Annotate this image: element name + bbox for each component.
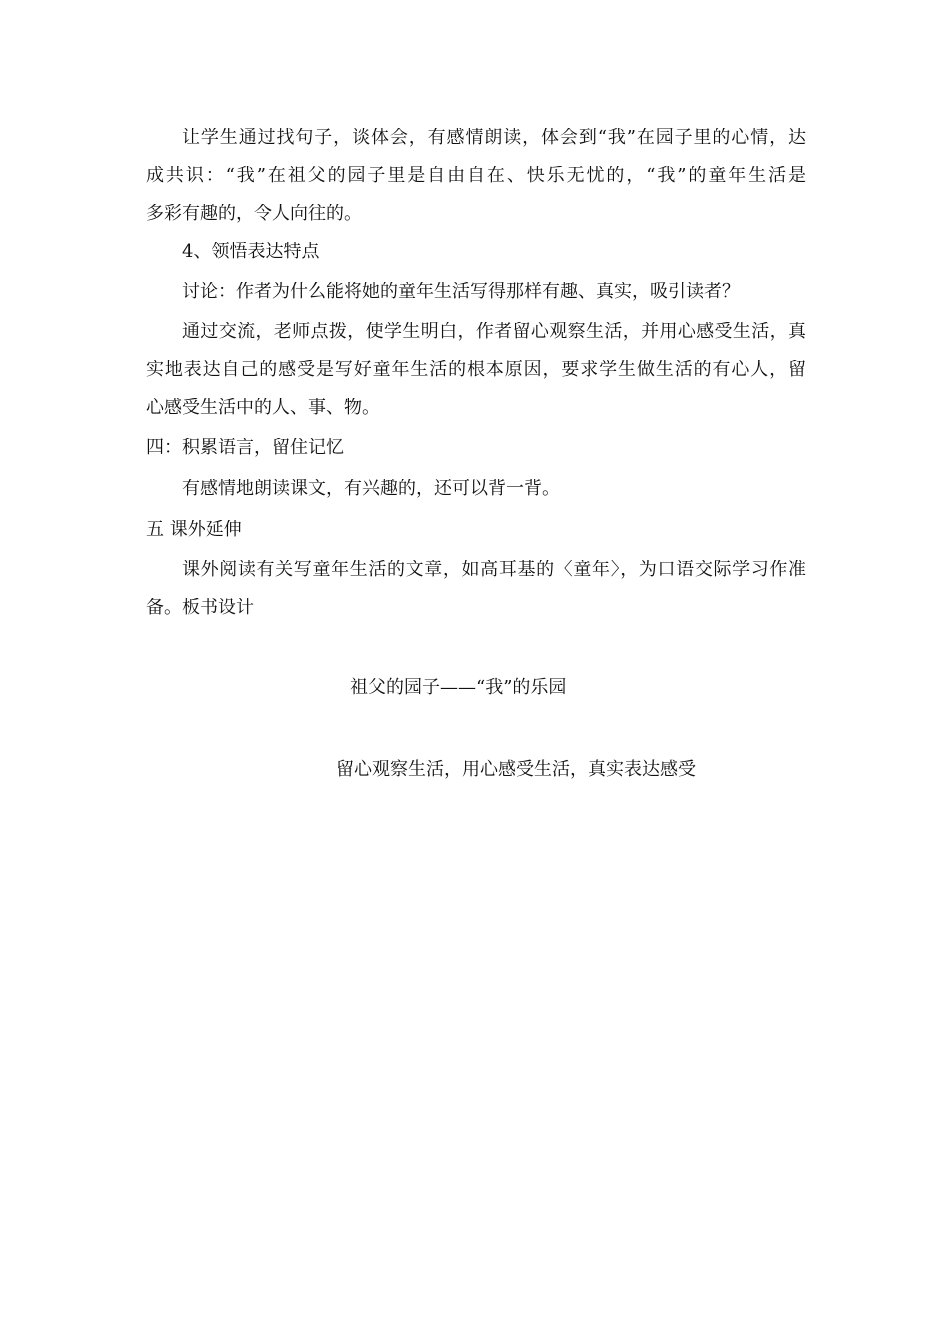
discussion-question: 讨论：作者为什么能将她的童年生活写得那样有趣、真实，吸引读者？	[182, 282, 740, 302]
subheading: 4、领悟表达特点	[182, 242, 320, 262]
paragraph-line: 成共识：“我”在祖父的园子里是自由自在、快乐无忧的，“我”的童年生活是	[146, 166, 806, 186]
board-title: 祖父的园子——“我”的乐园	[350, 677, 567, 698]
paragraph-line: 多彩有趣的，令人向往的。	[146, 204, 362, 224]
paragraph-line: 有感情地朗读课文，有兴趣的，还可以背一背。	[182, 479, 560, 499]
paragraph-line: 心感受生活中的人、事、物。	[146, 398, 380, 418]
paragraph-line: 备。板书设计	[146, 598, 254, 618]
paragraph-line: 让学生通过找句子，谈体会，有感情朗读，体会到“我”在园子里的心情，达	[182, 128, 806, 148]
section-heading: 四：积累语言，留住记忆	[146, 438, 344, 458]
board-line: 留心观察生活，用心感受生活，真实表达感受	[336, 759, 696, 780]
paragraph-line: 实地表达自己的感受是写好童年生活的根本原因，要求学生做生活的有心人，留	[146, 360, 806, 380]
paragraph-line: 课外阅读有关写童年生活的文章，如高耳基的〈童年〉，为口语交际学习作准	[182, 560, 806, 580]
section-heading: 五 课外延伸	[146, 520, 242, 540]
paragraph-line: 通过交流，老师点拨，使学生明白，作者留心观察生活，并用心感受生活，真	[182, 322, 806, 342]
